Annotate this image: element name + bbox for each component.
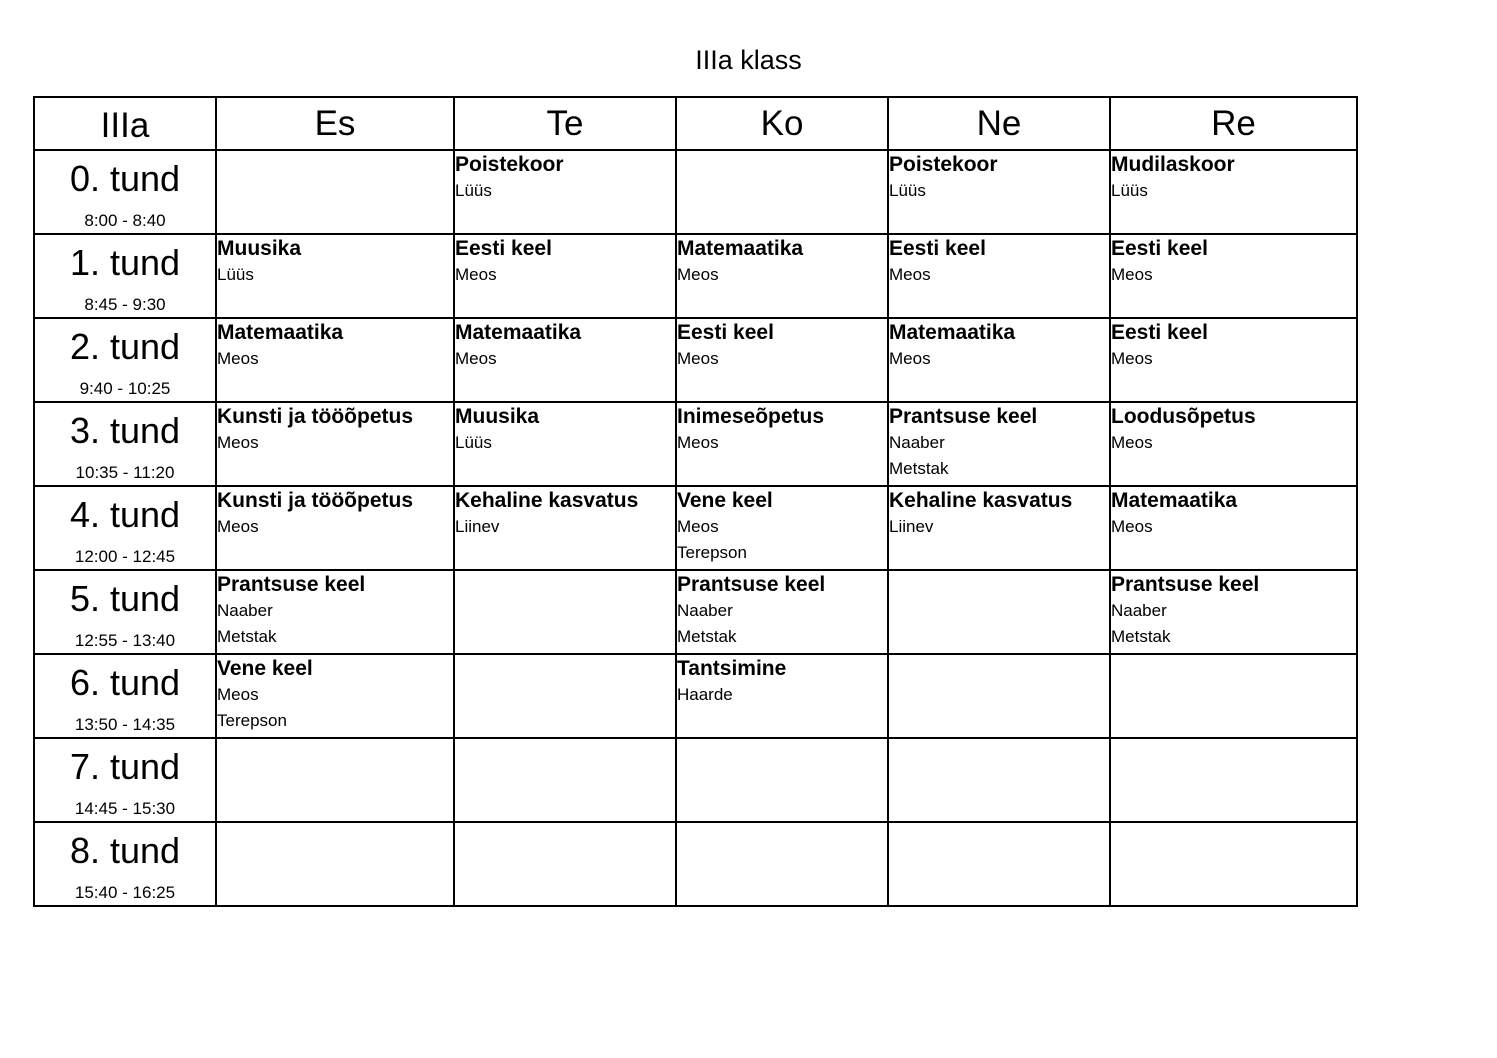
lesson-cell-re [1110, 150, 1357, 234]
lesson-teacher: Meos [677, 265, 719, 284]
lesson-cell-re [1110, 402, 1357, 486]
period-time: 10:35 - 11:20 [75, 463, 175, 482]
lesson-cell-ne [888, 318, 1110, 402]
lesson-subject: Loodusõpetus [1111, 405, 1256, 428]
lesson-subject: Matemaatika [455, 321, 582, 344]
lesson-cell-ne [888, 654, 1110, 738]
lesson-subject: Vene keel [677, 489, 773, 512]
lesson-teacher: Haarde [677, 685, 733, 704]
lesson-teacher: Meos [1111, 433, 1153, 452]
period-cell [34, 486, 216, 570]
lesson-cell-te [454, 738, 676, 822]
lesson-cell-es [216, 234, 454, 318]
lesson-teacher: Metstak [889, 459, 949, 478]
lesson-subject: Eesti keel [1111, 321, 1208, 344]
day-header-te: Te [454, 97, 676, 150]
period-time: 14:45 - 15:30 [74, 799, 176, 818]
lesson-teacher: Meos [677, 349, 719, 368]
lesson-subject: Muusika [455, 405, 540, 428]
lesson-cell-ne [888, 570, 1110, 654]
lesson-cell-es [216, 402, 454, 486]
lesson-subject: Eesti keel [889, 237, 986, 260]
lesson-cell-re [1110, 570, 1357, 654]
lesson-teacher: Lüüs [1111, 181, 1148, 200]
lesson-cell-ne [888, 150, 1110, 234]
lesson-cell-re [1110, 318, 1357, 402]
lesson-subject: Kehaline kasvatus [455, 489, 639, 512]
lesson-teacher: Metstak [217, 627, 277, 646]
period-time: 9:40 - 10:25 [79, 379, 171, 398]
lesson-cell-re [1110, 486, 1357, 570]
timetable [33, 96, 1358, 907]
timetable-row [34, 318, 1357, 402]
lesson-cell-ne [888, 402, 1110, 486]
lesson-teacher: Meos [1111, 349, 1153, 368]
lesson-subject: Eesti keel [677, 321, 774, 344]
lesson-cell-ne [888, 486, 1110, 570]
period-name: 0. tund [69, 158, 181, 199]
lesson-teacher: Lüüs [217, 265, 254, 284]
lesson-teacher: Liinev [889, 517, 934, 536]
lesson-cell-ne [888, 234, 1110, 318]
timetable-body [34, 150, 1357, 906]
lesson-subject: Prantsuse keel [217, 573, 366, 596]
day-header-ne: Ne [888, 97, 1110, 150]
lesson-cell-es [216, 318, 454, 402]
period-name: 6. tund [69, 662, 181, 703]
lesson-subject: Muusika [217, 237, 302, 260]
period-cell [34, 402, 216, 486]
lesson-cell-ko [676, 402, 888, 486]
period-name: 5. tund [69, 578, 181, 619]
lesson-cell-ko [676, 234, 888, 318]
lesson-cell-re [1110, 822, 1357, 906]
period-cell [34, 822, 216, 906]
lesson-cell-ne [888, 738, 1110, 822]
lesson-subject: Prantsuse keel [889, 405, 1038, 428]
lesson-teacher: Meos [889, 349, 931, 368]
lesson-teacher: Metstak [1111, 627, 1171, 646]
lesson-teacher: Terepson [677, 543, 747, 562]
period-name: 7. tund [69, 746, 181, 787]
lesson-teacher: Naaber [889, 433, 945, 452]
lesson-teacher: Meos [217, 685, 259, 704]
lesson-cell-te [454, 486, 676, 570]
lesson-subject: Kunsti ja tööõpetus [217, 405, 413, 428]
period-name: 3. tund [69, 410, 181, 451]
document-title: IIIa klass [695, 45, 802, 75]
period-name: 1. tund [69, 242, 181, 283]
lesson-teacher: Meos [217, 517, 259, 536]
day-header-es: Es [216, 97, 454, 150]
lesson-subject: Tantsimine [677, 657, 787, 680]
period-time: 15:40 - 16:25 [74, 883, 176, 902]
lesson-teacher: Meos [677, 433, 719, 452]
lesson-subject: Matemaatika [677, 237, 804, 260]
timetable-row [34, 822, 1357, 906]
lesson-teacher: Meos [455, 349, 497, 368]
period-name: 4. tund [69, 494, 181, 535]
period-cell [34, 654, 216, 738]
lesson-cell-ne [888, 822, 1110, 906]
lesson-cell-re [1110, 654, 1357, 738]
lesson-subject: Kehaline kasvatus [889, 489, 1073, 512]
lesson-cell-es [216, 738, 454, 822]
lesson-cell-ko [676, 486, 888, 570]
lesson-subject: Matemaatika [217, 321, 344, 344]
lesson-subject: Prantsuse keel [1111, 573, 1260, 596]
lesson-teacher: Meos [1111, 265, 1153, 284]
lesson-cell-te [454, 822, 676, 906]
lesson-subject: Inimeseõpetus [677, 405, 825, 428]
period-cell [34, 570, 216, 654]
class-header-cell [34, 97, 216, 150]
lesson-teacher: Lüüs [455, 433, 492, 452]
lesson-cell-ko [676, 150, 888, 234]
lesson-teacher: Meos [889, 265, 931, 284]
lesson-teacher: Meos [677, 517, 719, 536]
lesson-teacher: Naaber [217, 601, 273, 620]
lesson-cell-es [216, 570, 454, 654]
period-name: 2. tund [69, 326, 181, 367]
lesson-cell-te [454, 654, 676, 738]
day-header-ko: Ko [676, 97, 888, 150]
timetable-row [34, 654, 1357, 738]
period-cell [34, 318, 216, 402]
timetable-row [34, 738, 1357, 822]
lesson-subject: Eesti keel [1111, 237, 1208, 260]
timetable-row [34, 570, 1357, 654]
lesson-teacher: Meos [217, 349, 259, 368]
timetable-header-row [34, 97, 1357, 150]
lesson-cell-re [1110, 234, 1357, 318]
lesson-subject: Kunsti ja tööõpetus [217, 489, 413, 512]
period-cell [34, 738, 216, 822]
lesson-subject: Poistekoor [889, 153, 998, 176]
lesson-teacher: Terepson [217, 711, 287, 730]
lesson-teacher: Liinev [455, 517, 500, 536]
timetable-row [34, 486, 1357, 570]
period-time: 13:50 - 14:35 [74, 715, 176, 734]
period-cell [34, 150, 216, 234]
lesson-cell-re [1110, 738, 1357, 822]
lesson-cell-te [454, 318, 676, 402]
lesson-subject: Matemaatika [889, 321, 1016, 344]
lesson-teacher: Naaber [677, 601, 733, 620]
timetable-row [34, 402, 1357, 486]
lesson-cell-ko [676, 738, 888, 822]
lesson-cell-te [454, 570, 676, 654]
lesson-cell-ko [676, 822, 888, 906]
lesson-cell-es [216, 654, 454, 738]
lesson-subject: Poistekoor [455, 153, 564, 176]
lesson-cell-es [216, 822, 454, 906]
period-cell [34, 234, 216, 318]
lesson-teacher: Meos [1111, 517, 1153, 536]
timetable-row [34, 150, 1357, 234]
lesson-cell-te [454, 402, 676, 486]
lesson-cell-te [454, 150, 676, 234]
lesson-teacher: Metstak [677, 627, 737, 646]
period-time: 12:55 - 13:40 [74, 631, 176, 650]
lesson-teacher: Lüüs [889, 181, 926, 200]
period-name: 8. tund [69, 830, 181, 871]
lesson-teacher: Naaber [1111, 601, 1167, 620]
lesson-subject: Eesti keel [455, 237, 552, 260]
class-label: IIIa [100, 106, 150, 145]
period-time: 8:45 - 9:30 [84, 295, 166, 314]
lesson-cell-es [216, 486, 454, 570]
day-header-re: Re [1110, 97, 1357, 150]
lesson-teacher: Lüüs [455, 181, 492, 200]
lesson-teacher: Meos [217, 433, 259, 452]
lesson-cell-te [454, 234, 676, 318]
lesson-cell-es [216, 150, 454, 234]
lesson-cell-ko [676, 654, 888, 738]
lesson-cell-ko [676, 570, 888, 654]
period-time: 12:00 - 12:45 [74, 547, 176, 566]
lesson-subject: Prantsuse keel [677, 573, 826, 596]
period-time: 8:00 - 8:40 [84, 211, 166, 230]
lesson-cell-ko [676, 318, 888, 402]
lesson-subject: Matemaatika [1111, 489, 1238, 512]
lesson-subject: Vene keel [217, 657, 313, 680]
timetable-row [34, 234, 1357, 318]
lesson-teacher: Meos [455, 265, 497, 284]
lesson-subject: Mudilaskoor [1111, 153, 1235, 176]
